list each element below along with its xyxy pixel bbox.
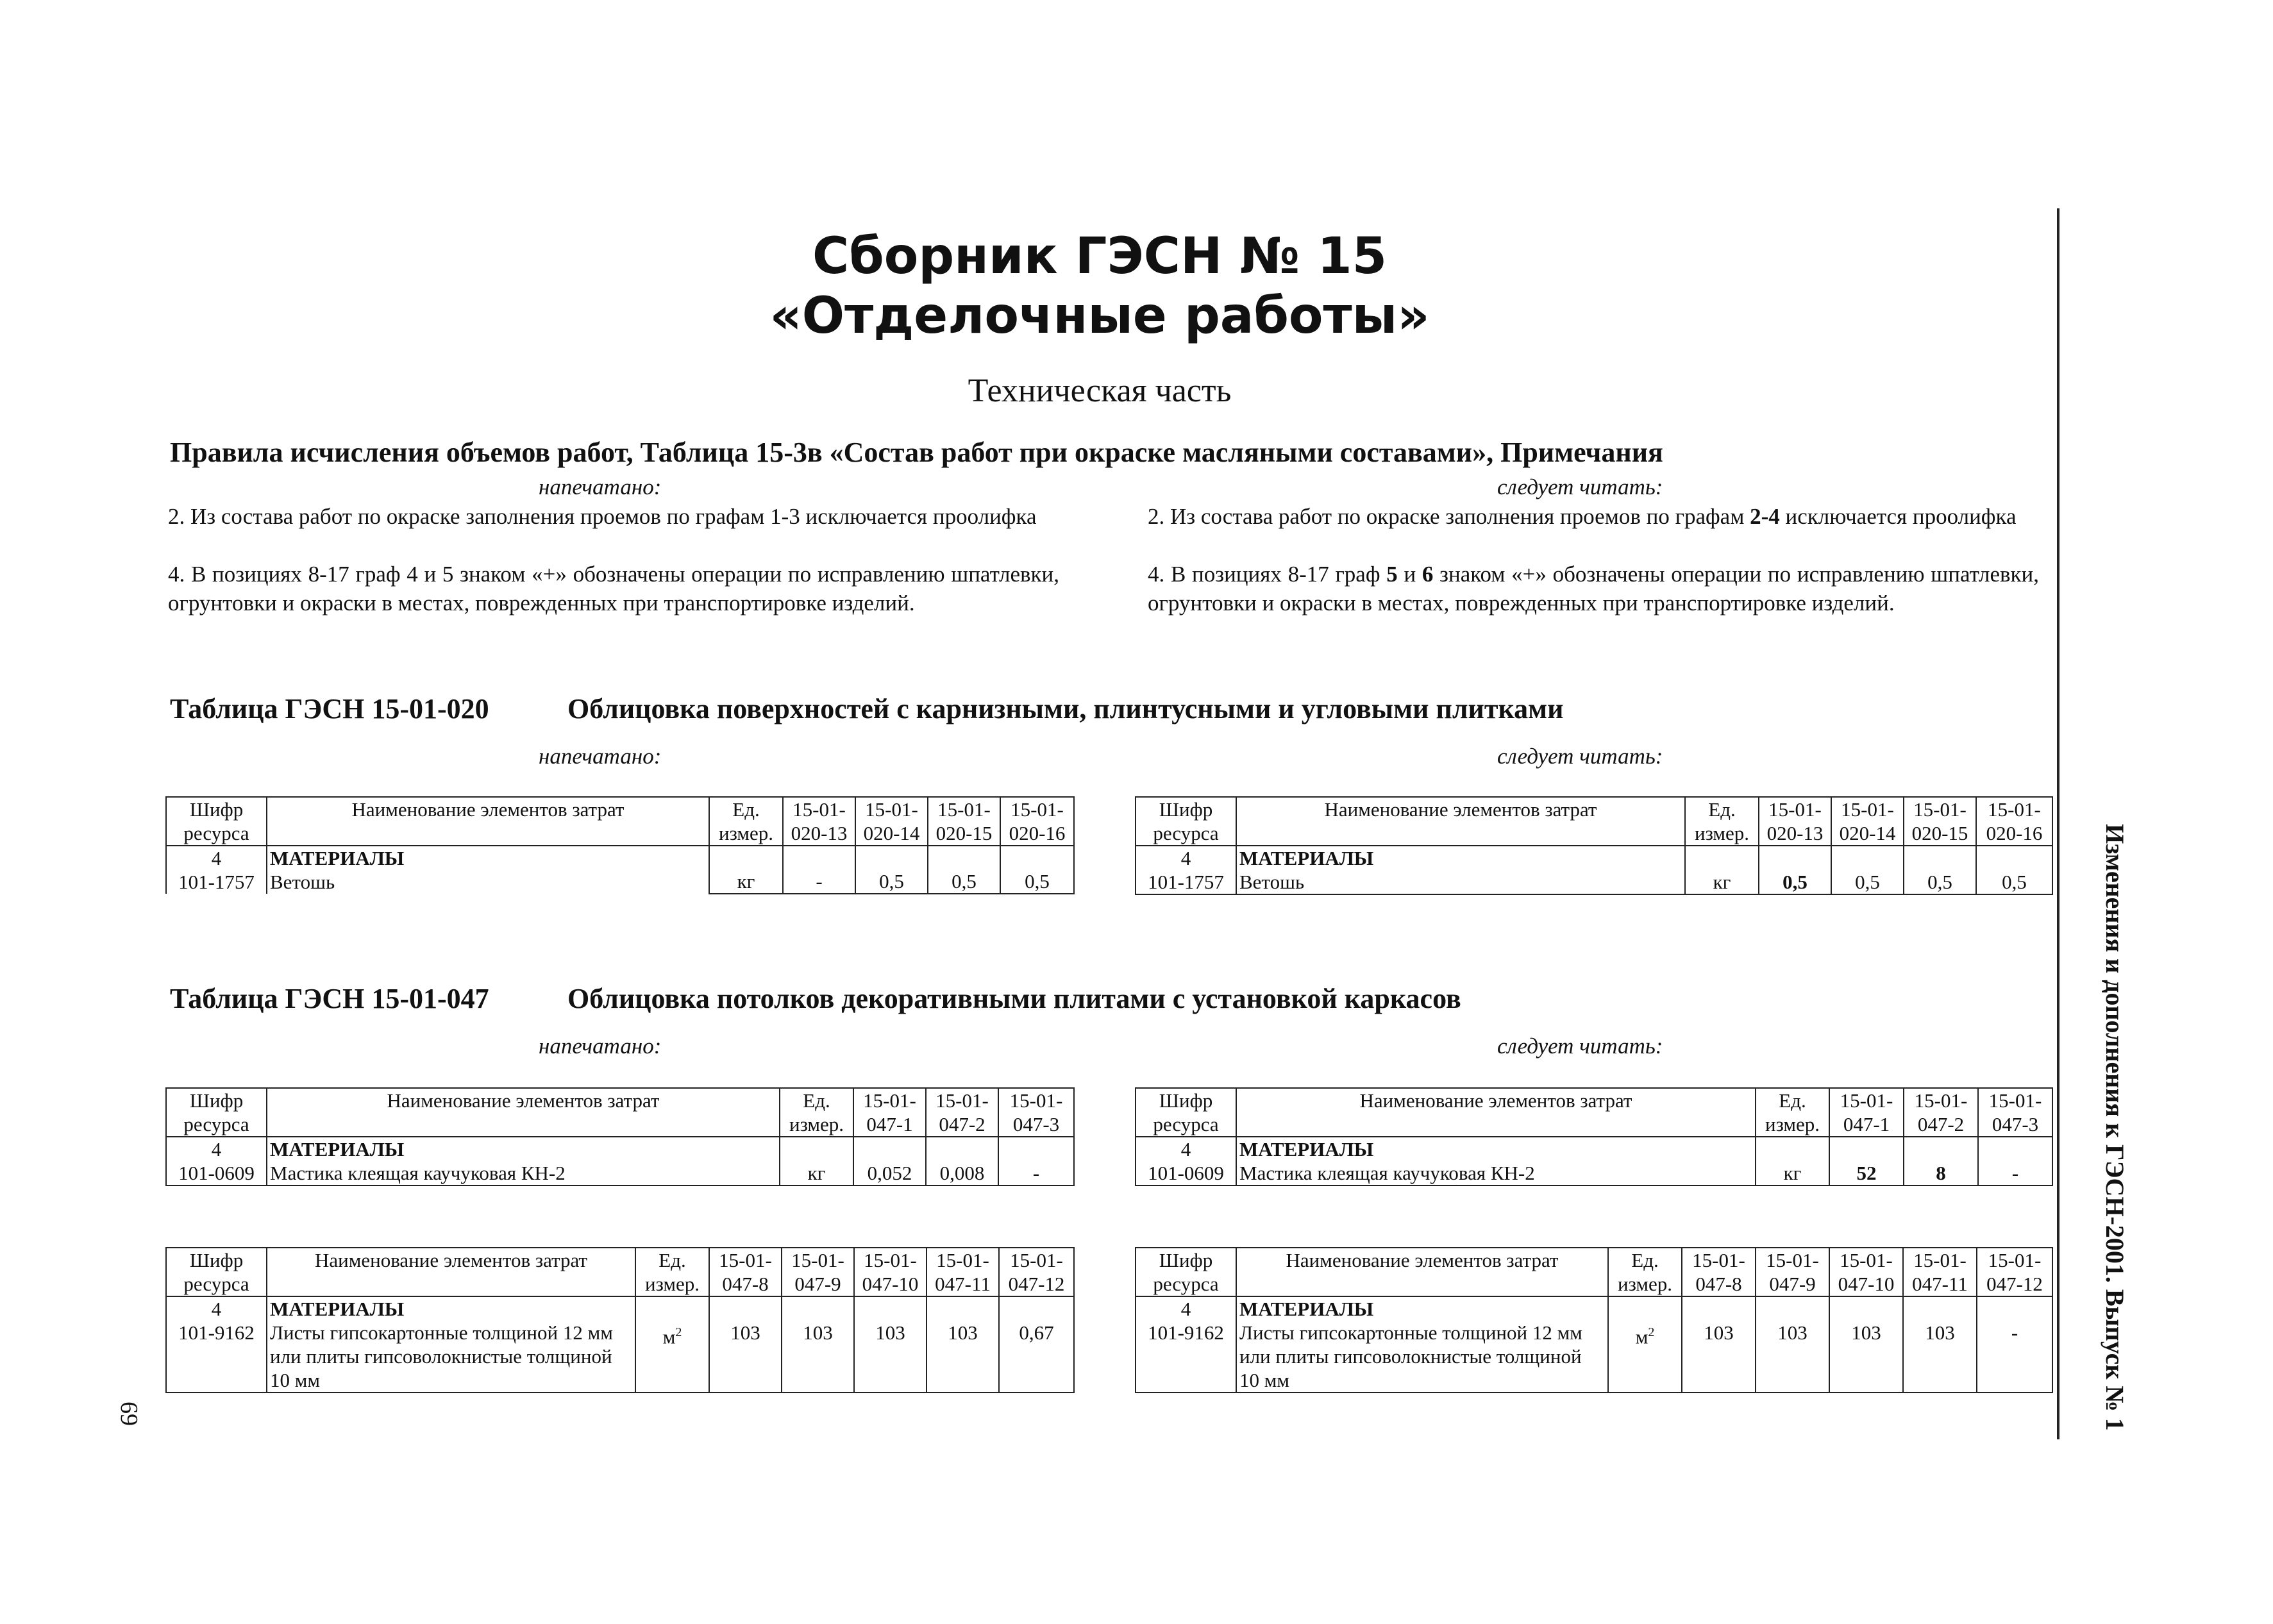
value-cell: 0,5	[1904, 846, 1976, 894]
col-header: 15-01-020-15	[928, 797, 1000, 846]
table-row	[1136, 1296, 2052, 1393]
printed-label: напечатано:	[539, 744, 662, 769]
col-header: 15-01-047-8	[709, 1248, 782, 1296]
col-header: 15-01-047-8	[1682, 1248, 1756, 1296]
printed-label: напечатано:	[539, 474, 662, 499]
col-code-header: Шифр ресурса	[1136, 797, 1236, 846]
value-cell: 103	[1756, 1296, 1829, 1393]
col-header: 15-01-047-3	[1978, 1088, 2052, 1137]
value-cell: 0,5	[928, 846, 1000, 894]
table-020-printed	[165, 796, 1075, 894]
should-read-label: следует читать:	[1497, 1034, 1663, 1059]
value-cell: 103	[854, 1296, 927, 1393]
printed-note-4: 4. В позициях 8-17 граф 4 и 5 знаком «+» обозначены операции по исправлению шпатлевки, огрунтовки и окраски в местах, поврежденных при транспортировке изделий.	[168, 562, 1059, 615]
col-header: 15-01-020-14	[1831, 797, 1904, 846]
col-name-header: Наименование элементов затрат	[1236, 1088, 1756, 1137]
col-header: 15-01-047-12	[999, 1248, 1074, 1296]
item-unit: $м^2$	[635, 1296, 709, 1393]
item-name: МАТЕРИАЛЫ Мастика клеящая каучуковая КН-2	[1236, 1137, 1756, 1185]
value-cell: 103	[1903, 1296, 1977, 1393]
side-caption	[2100, 824, 2129, 1431]
col-header: 15-01-047-9	[1756, 1248, 1829, 1296]
value-cell: 8	[1904, 1137, 1978, 1185]
col-name-header: Наименование элементов затрат	[267, 1088, 780, 1137]
value-cell: 103	[927, 1296, 999, 1393]
value-cell: 103	[709, 1296, 782, 1393]
item-unit: кг	[780, 1137, 853, 1185]
group-code: 4 101-1757	[166, 846, 267, 894]
value-cell: -	[1977, 1296, 2052, 1393]
table-020-name: Облицовка поверхностей с карнизными, плинтусными и угловыми плитками	[567, 693, 1564, 724]
value-cell: 0,5	[1831, 846, 1904, 894]
col-unit-header: Ед. измер.	[1685, 797, 1759, 846]
value-cell: 0,5	[1000, 846, 1074, 894]
value-cell: -	[998, 1137, 1074, 1185]
table-020-code: Таблица ГЭСН 15-01-020	[170, 693, 489, 724]
should-read-label: следует читать:	[1497, 474, 1663, 499]
table-047a-corrected	[1135, 1087, 2053, 1186]
table-row	[166, 846, 1074, 894]
table-row	[1136, 846, 2052, 894]
item-unit: кг	[1685, 846, 1759, 894]
col-header: 15-01-047-1	[853, 1088, 926, 1137]
item-unit: кг	[709, 846, 783, 894]
page-number: 69	[115, 1402, 142, 1426]
table-047-name: Облицовка потолков декоративными плитами с установкой каркасов	[567, 983, 1461, 1014]
col-unit-header: Ед. измер.	[1608, 1248, 1682, 1296]
value-cell: 52	[1829, 1137, 1904, 1185]
col-header: 15-01-020-16	[1000, 797, 1074, 846]
value-cell: 0,67	[999, 1296, 1074, 1393]
col-code-header: Шифр ресурса	[1136, 1248, 1236, 1296]
col-header: 15-01-020-13	[1759, 797, 1831, 846]
col-header: 15-01-047-10	[1829, 1248, 1903, 1296]
section-title: Техническая часть	[968, 373, 1232, 409]
collection-subtitle: «Отделочные работы»	[769, 287, 1430, 345]
table-047a-printed	[165, 1087, 1075, 1186]
collection-title: Сборник ГЭСН № 15	[812, 228, 1387, 285]
value-cell: -	[1978, 1137, 2052, 1185]
col-unit-header: Ед. измер.	[780, 1088, 853, 1137]
col-name-header: Наименование элементов затрат	[267, 797, 709, 846]
item-name: МАТЕРИАЛЫ Мастика клеящая каучуковая КН-2	[267, 1137, 780, 1185]
group-code: 4 101-1757	[1136, 846, 1236, 894]
margin-rule	[2057, 208, 2059, 1439]
col-header: 15-01-020-16	[1976, 797, 2052, 846]
value-cell: 0,5	[1976, 846, 2052, 894]
group-code: 4 101-9162	[166, 1296, 267, 1393]
col-header: 15-01-047-3	[998, 1088, 1074, 1137]
table-047b-corrected	[1135, 1247, 2053, 1393]
value-cell: 103	[1682, 1296, 1756, 1393]
col-header: 15-01-047-2	[926, 1088, 998, 1137]
should-note-4: 4. В позициях 8-17 граф 5 и 6 знаком «+» обозначены операции по исправлению шпатлевки, огрунтовки и окраски в местах, поврежденных при транспортировке изделий.	[1148, 562, 2040, 615]
group-code: 4 101-0609	[1136, 1137, 1236, 1185]
col-header: 15-01-047-9	[782, 1248, 854, 1296]
rules-heading: Правила исчисления объемов работ, Таблица 15-3в «Состав работ при окраске масляными составами», Примечания	[170, 437, 1663, 468]
col-unit-header: Ед. измер.	[709, 797, 783, 846]
item-name: МАТЕРИАЛЫ Ветошь	[1236, 846, 1685, 894]
table-020-corrected	[1135, 796, 2053, 895]
should-read-label: следует читать:	[1497, 744, 1663, 769]
value-cell: 103	[782, 1296, 854, 1393]
col-header: 15-01-020-15	[1904, 797, 1976, 846]
col-unit-header: Ед. измер.	[635, 1248, 709, 1296]
group-code: 4 101-0609	[166, 1137, 267, 1185]
value-cell: 0,5	[1759, 846, 1831, 894]
side-caption-text: Изменения и дополнения к ГЭСН-2001. Выпуск № 1	[2101, 824, 2129, 1431]
item-name: МАТЕРИАЛЫ Листы гипсокартонные толщиной 12 мм или плиты гипсоволокнистые толщиной 10 мм	[1236, 1296, 1608, 1393]
table-047-code: Таблица ГЭСН 15-01-047	[170, 983, 489, 1014]
value-cell: 0,052	[853, 1137, 926, 1185]
col-header: 15-01-020-14	[855, 797, 928, 846]
col-header: 15-01-047-12	[1977, 1248, 2052, 1296]
item-unit: $м^2$	[1608, 1296, 1682, 1393]
printed-label: напечатано:	[539, 1034, 662, 1059]
item-name: МАТЕРИАЛЫ Ветошь	[267, 846, 709, 894]
table-row	[166, 1137, 1074, 1185]
col-header: 15-01-047-2	[1904, 1088, 1978, 1137]
col-name-header: Наименование элементов затрат	[1236, 797, 1685, 846]
col-header: 15-01-020-13	[783, 797, 855, 846]
col-header: 15-01-047-11	[1903, 1248, 1977, 1296]
col-header: 15-01-047-10	[854, 1248, 927, 1296]
item-unit: кг	[1756, 1137, 1829, 1185]
value-cell: -	[783, 846, 855, 894]
col-code-header: Шифр ресурса	[166, 1088, 267, 1137]
col-header: 15-01-047-1	[1829, 1088, 1904, 1137]
col-header: 15-01-047-11	[927, 1248, 999, 1296]
should-note-2: 2. Из состава работ по окраске заполнения проемов по графам 2-4 исключается проолифка	[1148, 504, 2017, 529]
col-code-header: Шифр ресурса	[166, 797, 267, 846]
col-name-header: Наименование элементов затрат	[267, 1248, 635, 1296]
value-cell: 0,5	[855, 846, 928, 894]
printed-note-2: 2. Из состава работ по окраске заполнения проемов по графам 1-3 исключается проолифка	[168, 504, 1037, 529]
col-unit-header: Ед. измер.	[1756, 1088, 1829, 1137]
group-code: 4 101-9162	[1136, 1296, 1236, 1393]
table-row	[166, 1296, 1074, 1393]
table-row	[1136, 1137, 2052, 1185]
item-name: МАТЕРИАЛЫ Листы гипсокартонные толщиной 12 мм или плиты гипсоволокнистые толщиной 10 мм	[267, 1296, 635, 1393]
value-cell: 103	[1829, 1296, 1903, 1393]
col-code-header: Шифр ресурса	[166, 1248, 267, 1296]
col-name-header: Наименование элементов затрат	[1236, 1248, 1608, 1296]
col-code-header: Шифр ресурса	[1136, 1088, 1236, 1137]
value-cell: 0,008	[926, 1137, 998, 1185]
table-047b-printed	[165, 1247, 1075, 1393]
